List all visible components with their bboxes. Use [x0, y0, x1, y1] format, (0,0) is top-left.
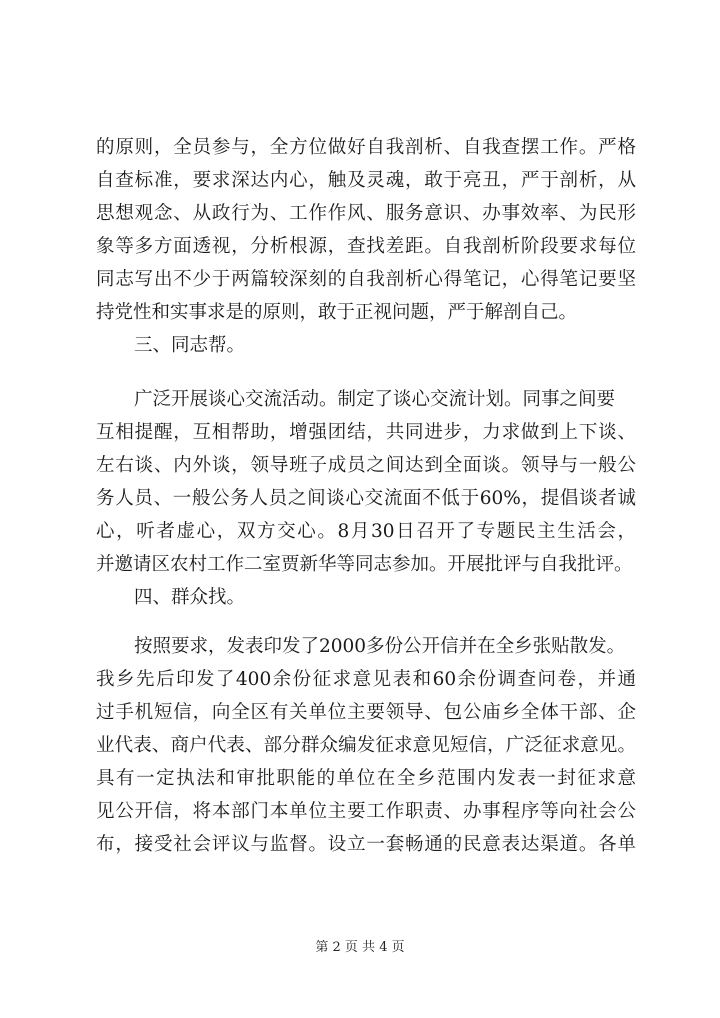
text-line: 见公开信，将本部门本单位主要工作职责、办事程序等向社会公 — [96, 801, 636, 822]
text-line: 布，接受社会评议与监督。设立一套畅通的民意表达渠道。各单 — [96, 834, 636, 855]
text-line: 的原则，全员参与，全方位做好自我剖析、自我查摆工作。严格 — [96, 137, 636, 158]
text-line: 象等多方面透视，分析根源，查找差距。自我剖析阶段要求每位 — [96, 236, 636, 257]
text-line: 按照要求，发表印发了2000多份公开信并在全乡张贴散发。 — [134, 636, 626, 657]
text-line: 自查标准，要求深达内心，触及灵魂，敢于亮丑，严于剖析，从 — [96, 170, 636, 191]
text-line: 广泛开展谈心交流活动。制定了谈心交流计划。同事之间要 — [134, 389, 616, 410]
text-line: 思想观念、从政行为、工作作风、服务意识、办事效率、为民形 — [96, 203, 636, 224]
text-line: 持党性和实事求是的原则，敢于正视问题，严于解剖自己。 — [96, 302, 578, 323]
text-line: 务人员、一般公务人员之间谈心交流面不低于60%，提倡谈者诚 — [96, 488, 636, 509]
page-number-footer: 第 2 页 共 4 页 — [315, 940, 405, 955]
section-heading: 四、群众找。 — [134, 587, 246, 608]
text-line: 左右谈、内外谈，领导班子成员之间达到全面谈。领导与一般公 — [96, 455, 636, 476]
text-line: 业代表、商户代表、部分群众编发征求意见短信，广泛征求意见。 — [96, 735, 636, 756]
text-line: 互相提醒，互相帮助，增强团结，共同进步，力求做到上下谈、 — [96, 422, 636, 443]
text-line: 我乡先后印发了400余份征求意见表和60余份调查问卷，并通 — [96, 669, 636, 690]
text-line: 同志写出不少于两篇较深刻的自我剖析心得笔记，心得笔记要坚 — [96, 269, 636, 290]
text-line: 心，听者虚心，双方交心。8月30日召开了专题民主生活会， — [96, 521, 636, 542]
section-heading: 三、同志帮。 — [134, 335, 246, 356]
text-line: 具有一定执法和审批职能的单位在全乡范围内发表一封征求意 — [96, 768, 636, 789]
text-line: 并邀请区农村工作二室贾新华等同志参加。开展批评与自我批评。 — [96, 554, 633, 575]
text-line: 过手机短信，向全区有关单位主要领导、包公庙乡全体干部、企 — [96, 702, 636, 723]
